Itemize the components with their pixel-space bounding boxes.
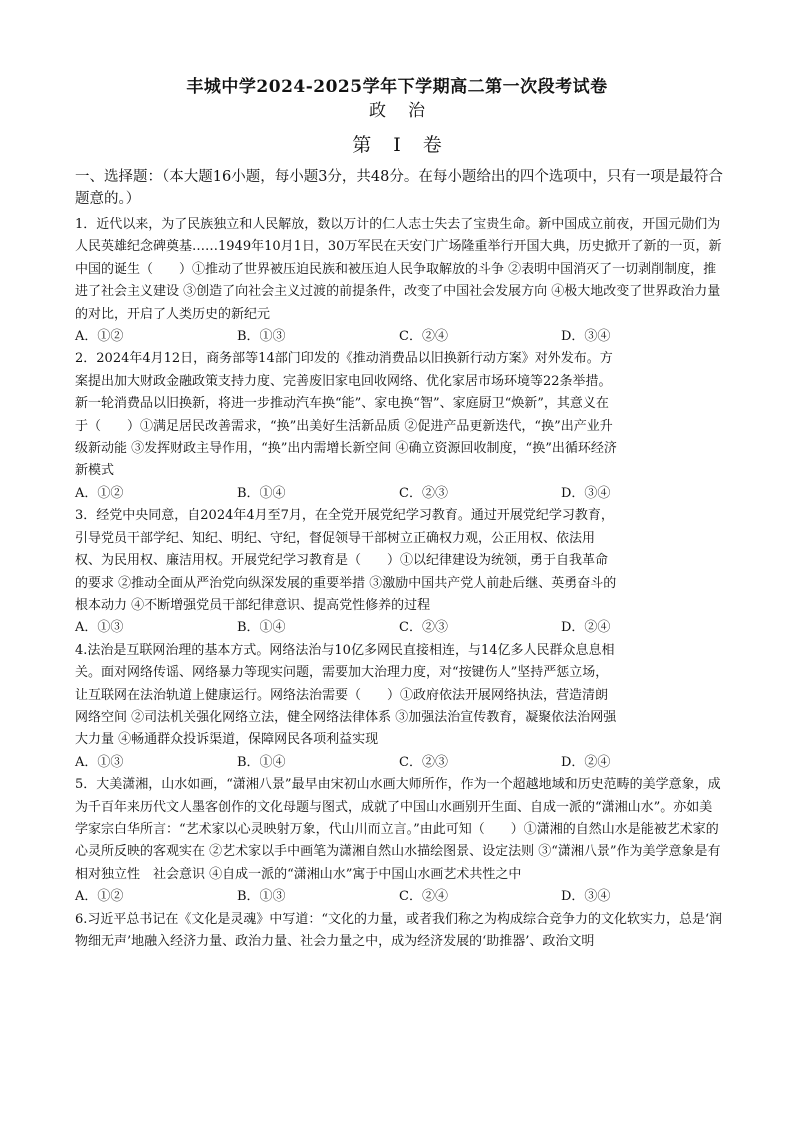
option-c: C．②④ — [399, 329, 448, 345]
question-stem: 3．经党中央同意，自2024年4月至7月，在全党开展党纪学习教育。通过开展党纪学习教育，引导党员干部学纪、知纪、明纪、守纪，督促领导干部树立正确权力观，公正用权、依法用权、为民用权、廉洁用权。开展党纪学习教育是（ ）①以纪律建设为统领，勇于自我革命的要求 ②推动全面从严治党向纵深发展的重要举措 ③激励中国共产党人前赴后继、英勇奋斗的根本动力 ④不断增强党员干部纪律意识、提高党性修养的过程 — [75, 508, 617, 613]
question-4 — [75, 640, 725, 752]
options-row — [75, 617, 725, 639]
option-a: A．①③ — [75, 754, 124, 770]
option-a: A．①② — [75, 889, 124, 905]
volume-heading: 第 I 卷 — [352, 134, 450, 156]
options-row — [75, 483, 725, 505]
option-d: D．③④ — [561, 485, 611, 501]
options-row — [75, 752, 725, 774]
question-stem: 4.法治是互联网治理的基本方式。网络法治与10亿多网民直接相连，与14亿多人民群众息息相关。面对网络传谣、网络暴力等现实问题，需要加大治理力度，对“按键伤人”坚持严惩立场，让互联网在法治轨道上健康运行。网络法治需要（ ）①政府依法开展网络执法，营造清朗网络空间 ②司法机关强化网络立法，健全网络法律体系 ③加强法治宣传教育，凝聚依法治网强大力量 ④畅通群众投诉渠道，保障网民各项利益实现 — [75, 642, 617, 748]
option-a: A．①② — [75, 485, 124, 501]
question-1 — [75, 214, 725, 326]
option-d: D．③④ — [561, 889, 611, 905]
question-stem: 5．大美潇湘，山水如画，“潇湘八景”最早由宋初山水画大师所作，作为一个超越地域和历史范畴的美学意象，成为千百年来历代文人墨客创作的文化母题与图式，成就了中国山水画别开生面、自成一派的“潇湘山水”。亦如美学家宗白华所言：“艺术家以心灵映射万象，代山川而立言。”由此可知（ ）①潇湘的自然山水是能被艺术家的心灵所反映的客观实在 ②艺术家以手中画笔为潇湘自然山水描绘图景、设定法则 ③“潇湘八景”作为美学意象是有相对独立性 社会意识 ④自成一派的“潇湘山水”寓于中国山水画艺术共性之中 — [75, 777, 721, 882]
option-d: D．②④ — [561, 754, 611, 770]
question-3 — [75, 505, 725, 617]
question-stem: 1．近代以来，为了民族独立和人民解放，数以万计的仁人志士失去了宝贵生命。新中国成立前夜，开国元勋们为人民英雄纪念碑奠基……1949年10月1日，30万军民在天安门广场隆重举行开国大典，历史掀开了新的一页，新中国的诞生（ ）①推动了世界被压迫民族和被压迫人民争取解放的斗争 ②表明中国消灭了一切剥削制度，推进了社会主义建设 ③创造了向社会主义过渡的前提条件，改变了中国社会发展方向 ④极大地改变了世界政治力量的对比，开启了人类历史的新纪元 — [75, 217, 722, 322]
option-b: B．①④ — [237, 620, 286, 636]
subject-heading: 政治 — [369, 101, 447, 121]
option-c: C．②③ — [399, 754, 448, 770]
option-b: B．①④ — [237, 485, 286, 501]
question-2 — [75, 348, 725, 482]
option-a: A．①③ — [75, 620, 124, 636]
option-a: A．①② — [75, 329, 124, 345]
question-stem: 2．2024年4月12日，商务部等14部门印发的《推动消费品以旧换新行动方案》对外发布。方案提出加大财政金融政策支持力度、完善废旧家电回收网络、优化家居市场环境等22条举措。新一轮消费品以旧换新，将进一步推动汽车换“能”、家电换“智”、家庭厨卫“焕新”，其意义在于（ ）①满足居民改善需求，“换”出美好生活新品质 ②促进产品更新迭代，“换”出产业升级新动能 ③发挥财政主导作用，“换”出内需增长新空间 ④确立资源回收制度，“换”出循环经济新模式 — [75, 351, 617, 479]
options-row — [75, 886, 725, 908]
option-c: C．②③ — [399, 620, 448, 636]
options-row — [75, 326, 725, 348]
exam-title: 丰城中学2024-2025学年下学期高二第一次段考试卷 — [186, 77, 608, 97]
option-d: D．②④ — [561, 620, 611, 636]
option-b: B．①④ — [237, 754, 286, 770]
section-heading: 一、选择题：（本大题16小题，每小题3分，共48分。在每小题给出的四个选项中，只有一项是最符合题意的。） — [75, 169, 723, 207]
question-6: 6.习近平总书记在《文化是灵魂》中写道：“文化的力量，或者我们称之为构成综合竞争力的文化软实力，总是‘润物细无声’地融入经济力量、政治力量、社会力量之中，成为经济发展的‘助推器’、政治文明 — [75, 911, 723, 949]
exam-content — [75, 166, 725, 953]
option-c: C．②④ — [399, 889, 448, 905]
option-d: D．③④ — [561, 329, 611, 345]
option-b: B．①③ — [237, 889, 286, 905]
option-c: C．②③ — [399, 485, 448, 501]
question-5 — [75, 774, 725, 886]
option-b: B．①③ — [237, 329, 286, 345]
